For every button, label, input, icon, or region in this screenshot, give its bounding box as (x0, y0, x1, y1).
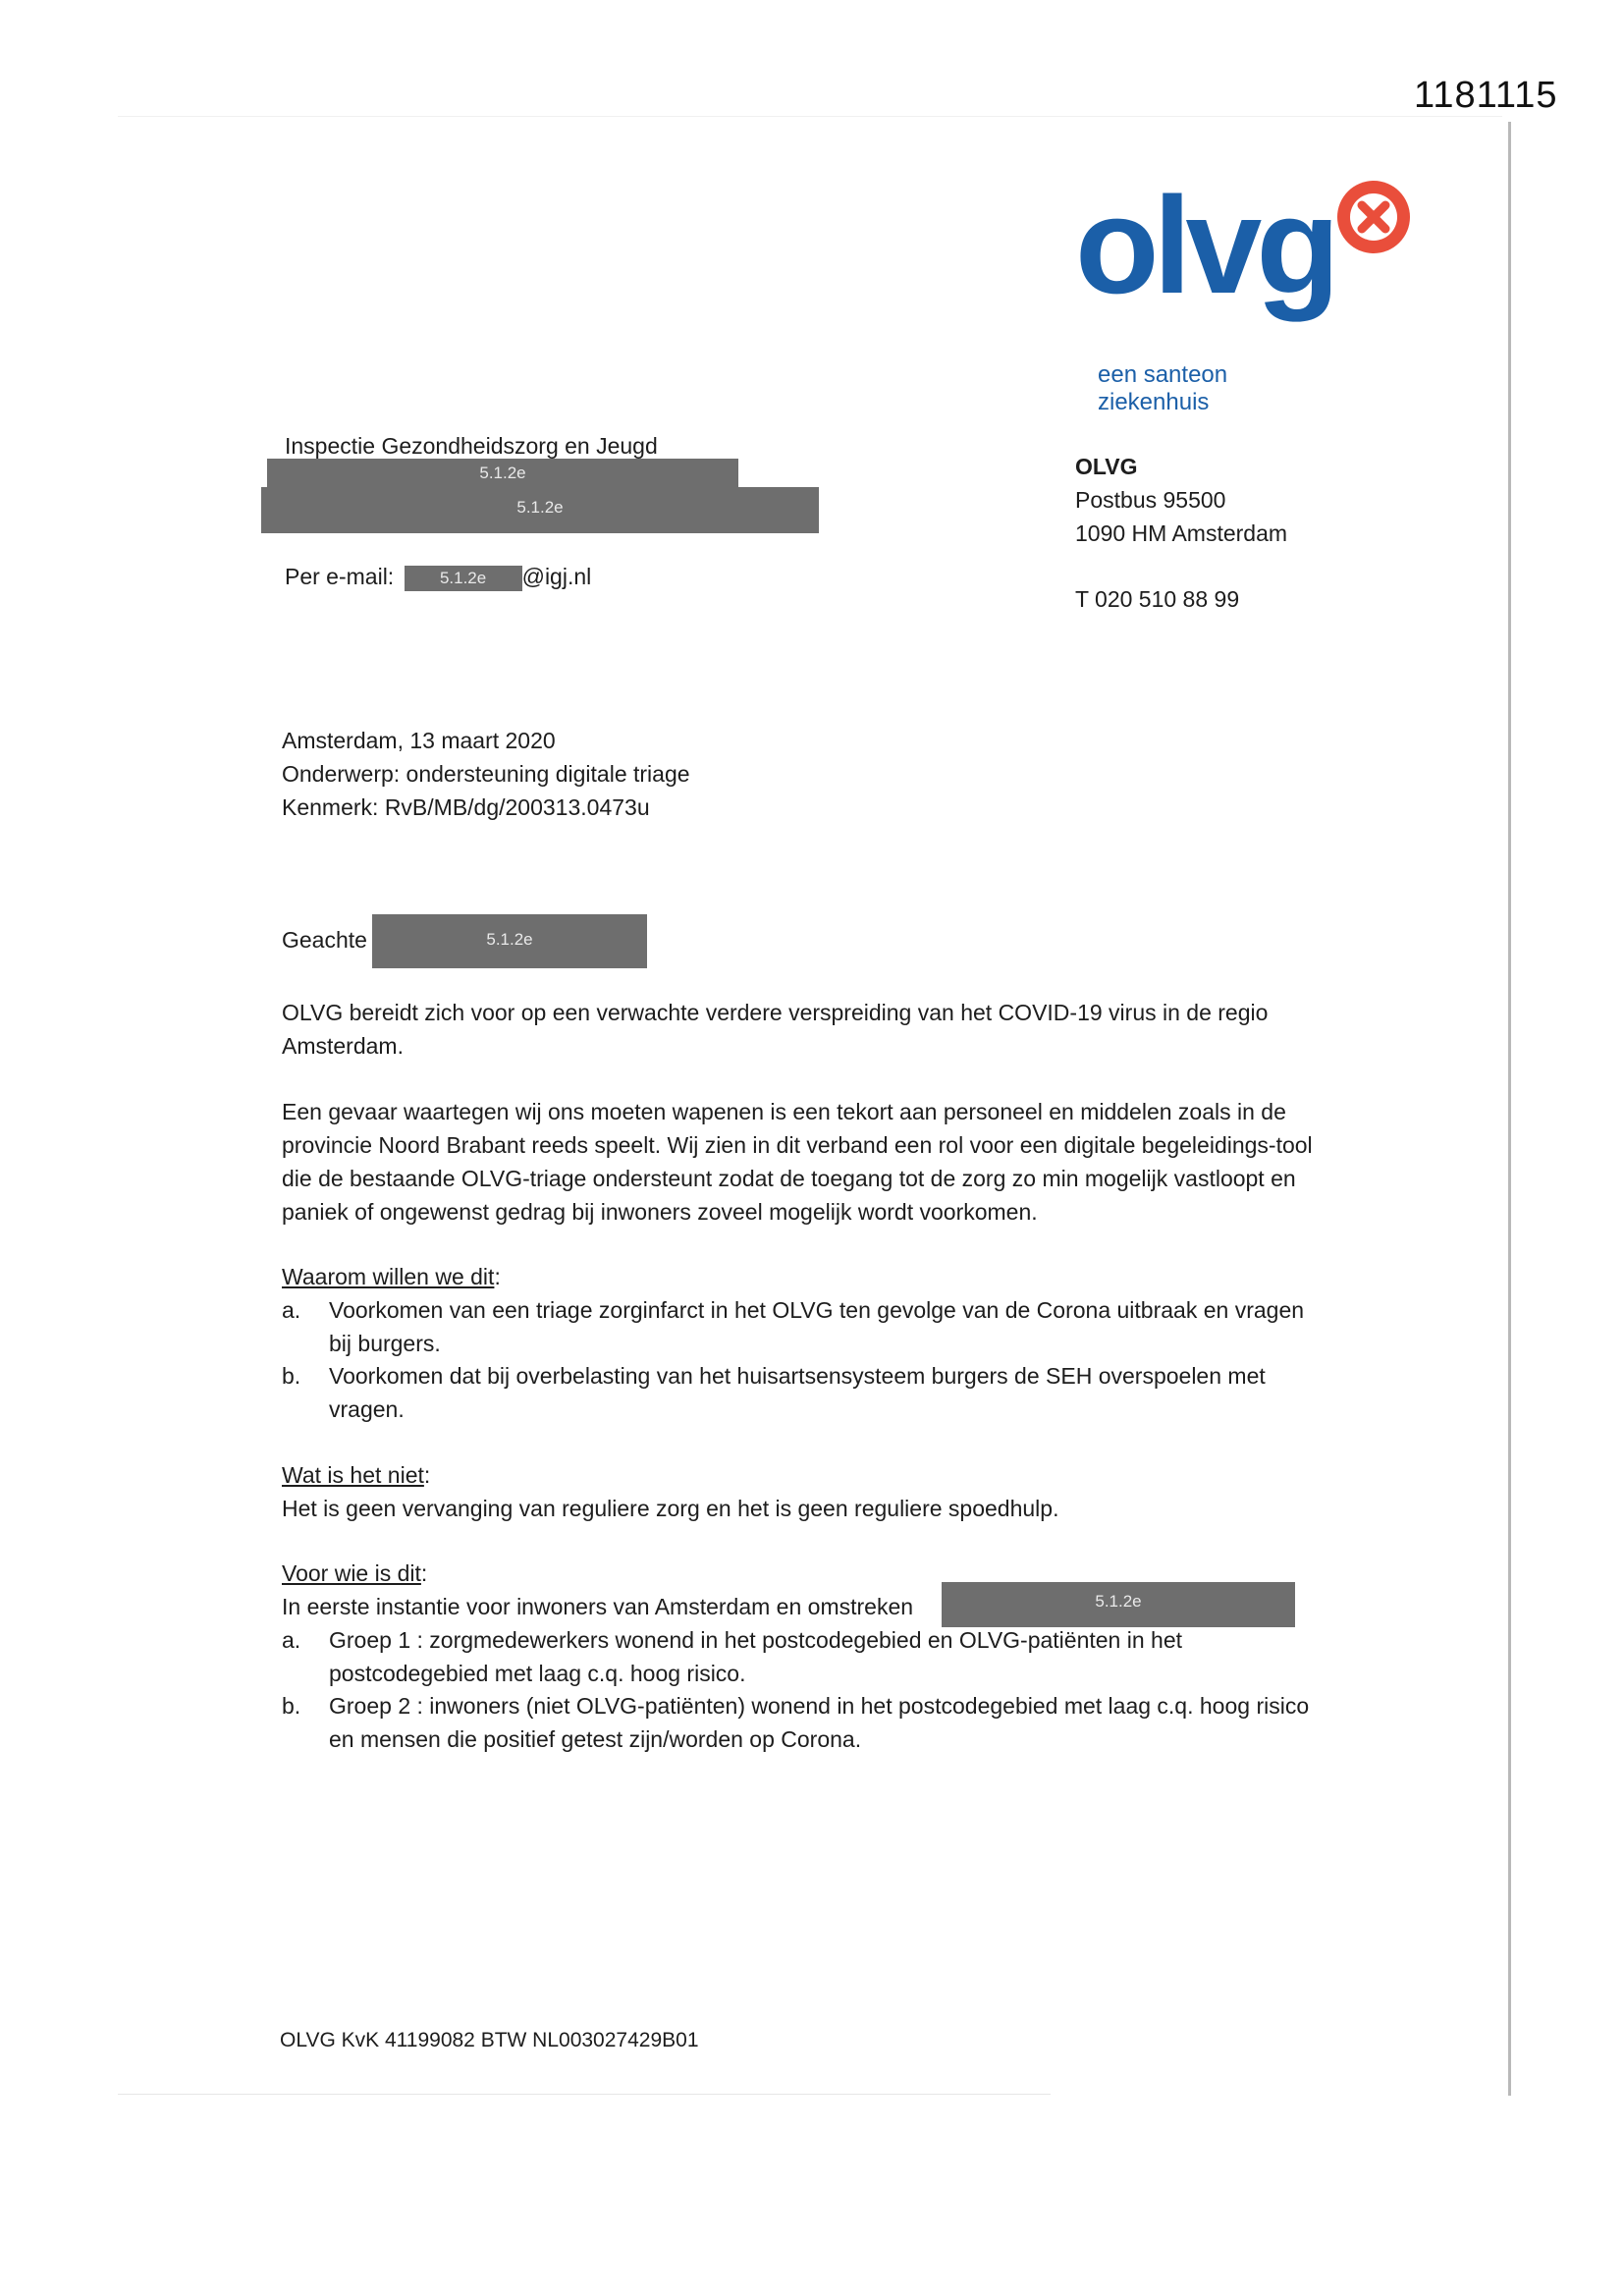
salutation: Geachte (282, 927, 367, 953)
email-line (285, 560, 591, 593)
section-who-intro: In eerste instantie voor inwoners van Amsterdam en omstreken (282, 1594, 914, 1619)
heading-colon: : (420, 1560, 428, 1586)
sender-city: 1090 HM Amsterdam (1075, 520, 1288, 546)
footer-registration: OLVG KvK 41199082 BTW NL003027429B01 (280, 2029, 699, 2051)
heading-colon: : (494, 1264, 501, 1289)
sender-postbus: Postbus 95500 (1075, 487, 1226, 513)
list-item (282, 1359, 1323, 1426)
addressee-organization: Inspectie Gezondheidszorg en Jeugd (285, 433, 658, 459)
paragraph-risk: Een gevaar waartegen wij ons moeten wapenen is een tekort aan personeel en middelen zoals in de provincie Noord Brabant reeds speelt. Wij zien in dit verband een rol voor een digitale begeleidings-tool die de bestaande OLVG-triage ondersteunt zodat de toegang tot de zorg zo min mogelijk vastloopt en paniek of ongewenst gedrag bij inwoners zoveel mogelijk wordt voorkomen. (282, 1099, 1313, 1225)
logo-tagline-line-2: ziekenhuis (1098, 389, 1210, 415)
paragraph-intro: OLVG bereidt zich voor op een verwachte verdere verspreiding van het COVID-19 virus in de regio Amsterdam. (282, 1000, 1269, 1059)
document-number: 1181115 (1414, 75, 1558, 116)
list-letter: b. (282, 1693, 301, 1719)
section-not-text: Het is geen vervanging van reguliere zorg en het is geen reguliere spoedhulp. (282, 1496, 1059, 1521)
sender-address (1075, 450, 1287, 616)
redaction-block: 5.1.2e (405, 566, 522, 591)
section-who-title: Voor wie is dit (282, 1560, 421, 1586)
list-text: Voorkomen dat bij overbelasting van het huisartsensysteem burgers de SEH overspoelen met vragen. (329, 1363, 1266, 1422)
section-why-title: Waarom willen we dit (282, 1264, 495, 1289)
section-why-heading (282, 1260, 501, 1293)
list-letter: b. (282, 1363, 301, 1389)
redaction-block: 5.1.2e (942, 1582, 1295, 1627)
list-letter: a. (282, 1297, 301, 1323)
close-x-badge-icon (1335, 179, 1412, 255)
list-text: Voorkomen van een triage zorginfarct in het OLVG ten gevolge van de Corona uitbraak en vragen bij burgers. (329, 1297, 1305, 1356)
logo-wordmark: olvg (1075, 168, 1334, 322)
heading-colon: : (423, 1462, 431, 1488)
place-date: Amsterdam, 13 maart 2020 (282, 728, 556, 753)
logo-tagline (1098, 361, 1227, 416)
list-item (282, 1293, 1323, 1360)
list-text: Groep 1 : zorgmedewerkers wonend in het postcodegebied en OLVG-patiënten in het postcodegebied met laag c.q. hoog risico. (329, 1627, 1183, 1686)
scan-edge-right (1508, 122, 1511, 2096)
list-item (282, 1623, 1323, 1690)
section-not-heading (282, 1458, 430, 1492)
reference: Kenmerk: RvB/MB/dg/200313.0473u (282, 794, 650, 820)
sender-name: OLVG (1075, 454, 1138, 479)
email-label: Per e-mail: (285, 564, 395, 589)
olvg-logo (1075, 168, 1419, 422)
section-not-title: Wat is het niet (282, 1462, 424, 1488)
letter-meta (282, 724, 690, 824)
list-letter: a. (282, 1627, 301, 1653)
redaction-block: 5.1.2e (267, 459, 738, 488)
scan-edge-bottom (118, 2094, 1051, 2095)
list-text: Groep 2 : inwoners (niet OLVG-patiënten) wonend in het postcodegebied met laag c.q. hoog risico en mensen die positief getest zijn/worden op Corona. (329, 1693, 1310, 1752)
redaction-block: 5.1.2e (372, 914, 647, 968)
redaction-block: 5.1.2e (261, 487, 819, 533)
email-domain: @igj.nl (521, 564, 592, 589)
logo-tagline-line-1: een santeon (1098, 361, 1228, 388)
sender-phone: T 020 510 88 99 (1075, 586, 1240, 612)
subject: Onderwerp: ondersteuning digitale triage (282, 761, 690, 787)
scan-edge-top (118, 116, 1502, 117)
section-who-heading (282, 1557, 427, 1590)
list-item (282, 1689, 1323, 1756)
